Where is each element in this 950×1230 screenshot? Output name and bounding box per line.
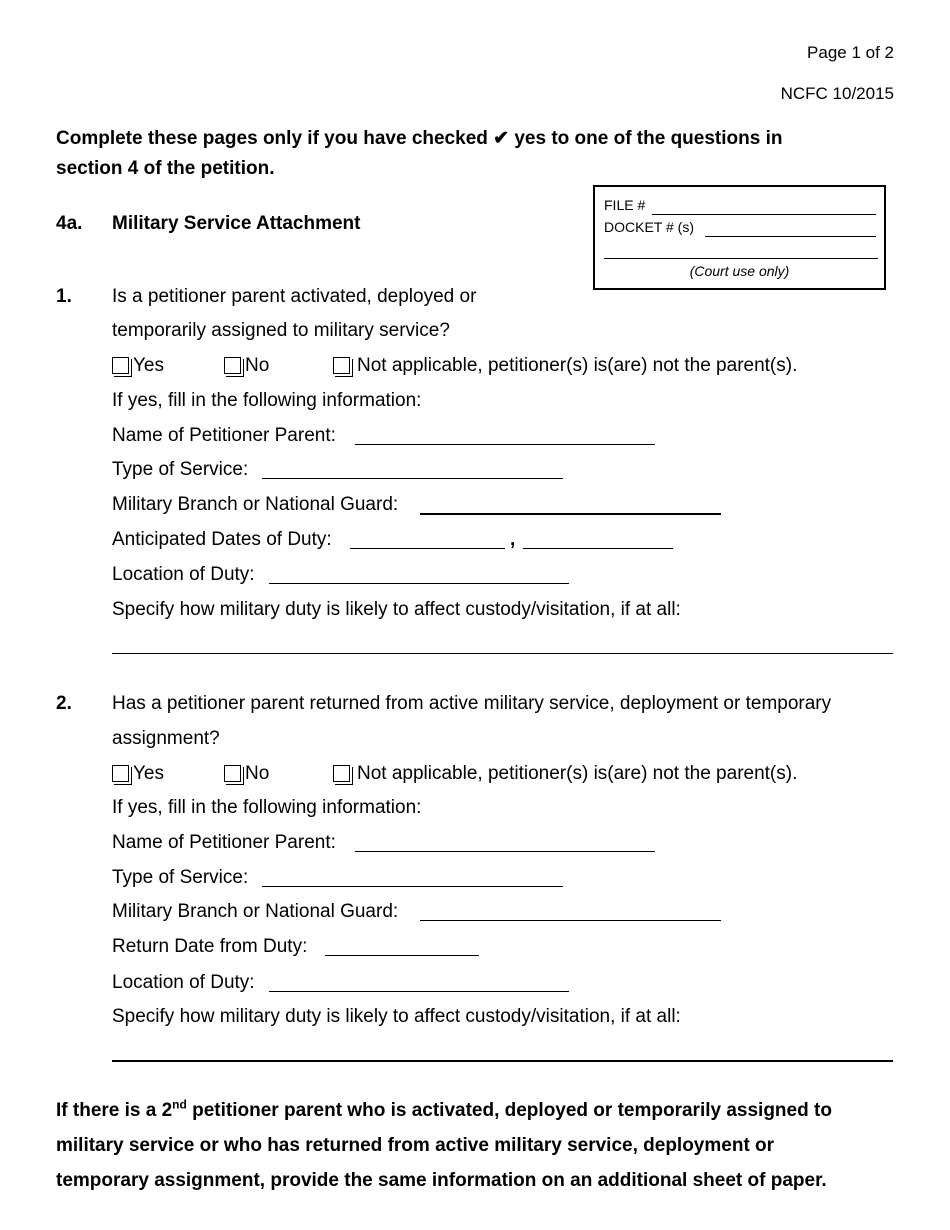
footer-line-2: military service or who has returned from active military service, deployment or	[56, 1135, 775, 1156]
q1-name-label: Name of Petitioner Parent:	[112, 425, 336, 446]
q2-branch-field[interactable]	[420, 920, 721, 921]
section-number: 4a.	[56, 213, 83, 234]
q2-type-label: Type of Service:	[112, 867, 249, 888]
q1-question-line-1: Is a petitioner parent activated, deployed or	[112, 286, 477, 307]
q1-type-field[interactable]	[262, 478, 563, 479]
form-id: NCFC 10/2015	[780, 84, 894, 103]
q2-no-label: No	[245, 763, 270, 784]
page-number: Page 1 of 2	[807, 43, 894, 62]
q2-no-checkbox[interactable]	[224, 765, 241, 782]
q2-if-yes-text: If yes, fill in the following information:	[112, 797, 422, 818]
court-use-line	[604, 258, 878, 259]
q1-branch-field[interactable]	[420, 513, 721, 515]
q1-number: 1.	[56, 286, 72, 307]
docket-number-field[interactable]	[705, 236, 876, 237]
q1-dates-label: Anticipated Dates of Duty:	[112, 529, 332, 550]
q2-na-label: Not applicable, petitioner(s) is(are) not the parent(s).	[357, 763, 798, 784]
footer-line-1	[56, 1097, 832, 1122]
court-use-label: (Court use only)	[689, 263, 790, 279]
docket-number-label: DOCKET # (s)	[604, 219, 694, 235]
q2-return-date-field[interactable]	[325, 955, 479, 956]
q1-yes-label: Yes	[133, 355, 164, 376]
intro-line-1	[56, 128, 782, 150]
court-use-box	[593, 185, 886, 290]
intro-text-before: Complete these pages only if you have checked	[56, 128, 494, 149]
q2-question-line-1: Has a petitioner parent returned from active military service, deployment or temporary	[112, 693, 832, 714]
q2-branch-label: Military Branch or National Guard:	[112, 901, 399, 922]
q1-na-checkbox[interactable]	[333, 357, 350, 374]
q1-if-yes-text: If yes, fill in the following information:	[112, 390, 422, 411]
q2-name-label: Name of Petitioner Parent:	[112, 832, 336, 853]
check-mark-icon: ✔	[493, 128, 510, 149]
q2-yes-label: Yes	[133, 763, 164, 784]
footer-text-2: petitioner parent who is activated, deployed or temporarily assigned to	[186, 1100, 832, 1121]
intro-line-2: section 4 of the petition.	[56, 158, 275, 179]
q1-name-field[interactable]	[355, 444, 655, 445]
q1-end-date-field[interactable]	[523, 548, 673, 549]
q2-specify-label: Specify how military duty is likely to affect custody/visitation, if at all:	[112, 1006, 681, 1027]
q2-yes-checkbox[interactable]	[112, 765, 129, 782]
q1-yes-checkbox[interactable]	[112, 357, 129, 374]
q2-location-field[interactable]	[269, 991, 569, 992]
q1-dates-separator: ,	[510, 529, 516, 550]
footer-line-3: temporary assignment, provide the same information on an additional sheet of paper.	[56, 1170, 827, 1191]
footer-text-1: If there is a 2	[56, 1100, 173, 1121]
q1-question-line-2: temporarily assigned to military service?	[112, 320, 450, 341]
q2-number: 2.	[56, 693, 72, 714]
q1-specify-label: Specify how military duty is likely to affect custody/visitation, if at all:	[112, 599, 681, 620]
q1-location-field[interactable]	[269, 583, 569, 584]
file-number-label: FILE #	[604, 197, 646, 213]
section-title: Military Service Attachment	[112, 213, 361, 234]
q2-na-checkbox[interactable]	[333, 765, 350, 782]
q2-name-field[interactable]	[355, 851, 655, 852]
q1-location-label: Location of Duty:	[112, 564, 255, 585]
q2-location-label: Location of Duty:	[112, 972, 255, 993]
q1-branch-label: Military Branch or National Guard:	[112, 494, 399, 515]
q1-specify-field[interactable]	[112, 653, 893, 654]
q2-type-field[interactable]	[262, 886, 563, 887]
q1-no-checkbox[interactable]	[224, 357, 241, 374]
file-number-field[interactable]	[652, 214, 876, 215]
q1-no-label: No	[245, 355, 270, 376]
q2-return-label: Return Date from Duty:	[112, 936, 308, 957]
q1-na-label: Not applicable, petitioner(s) is(are) not the parent(s).	[357, 355, 798, 376]
footer-superscript: nd	[172, 1097, 187, 1112]
q2-specify-field[interactable]	[112, 1060, 893, 1062]
q2-question-line-2: assignment?	[112, 728, 220, 749]
q1-type-label: Type of Service:	[112, 459, 249, 480]
q1-start-date-field[interactable]	[350, 548, 505, 549]
intro-text-after: yes to one of the questions in	[509, 128, 783, 149]
